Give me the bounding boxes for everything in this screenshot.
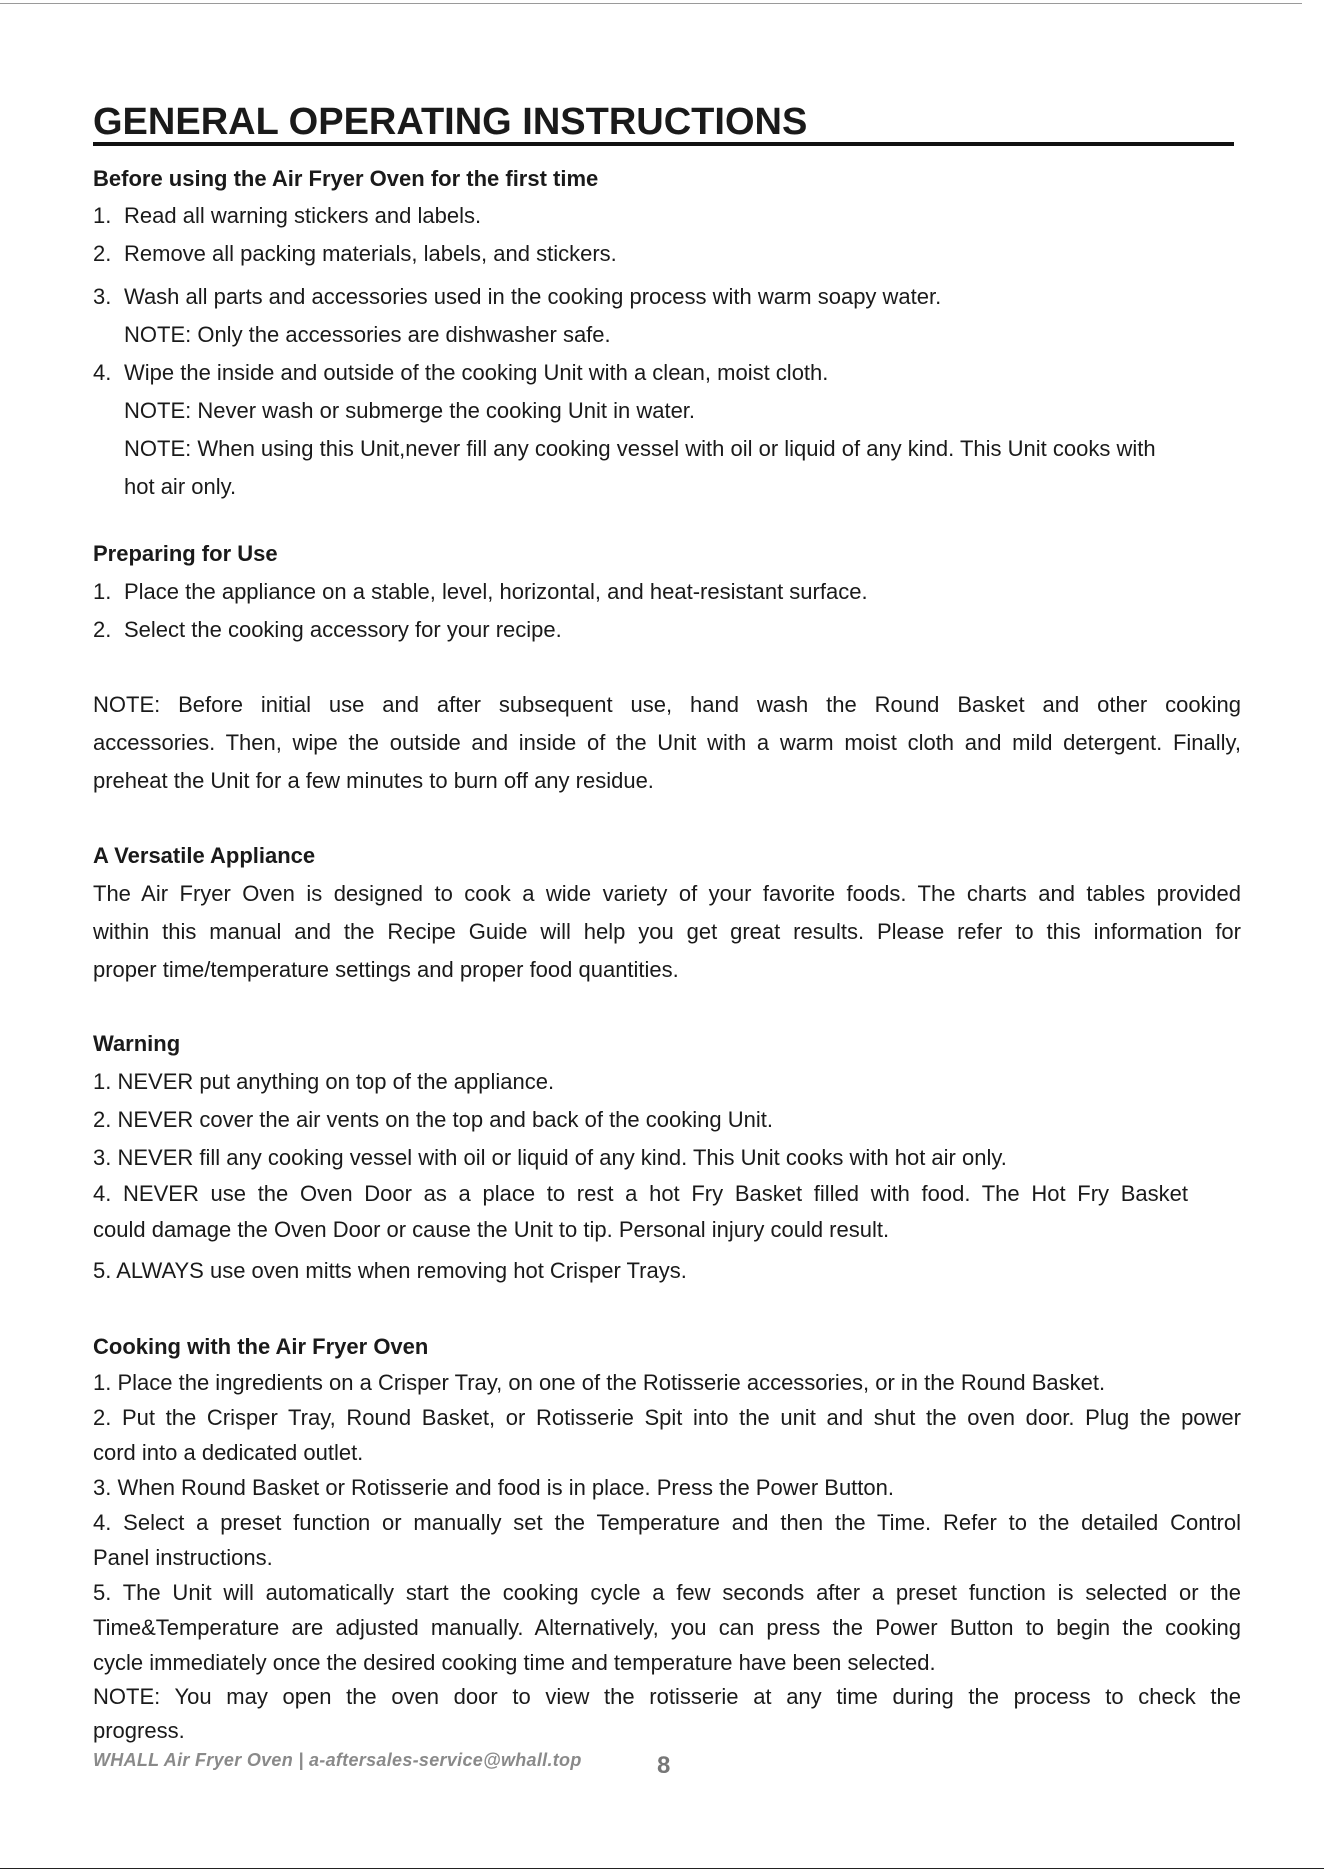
paragraph-line: cycle immediately once the desired cooking time and temperature have been selected. [93, 1650, 936, 1675]
warning-line: 4. NEVER use the Oven Door as a place to rest a hot Fry Basket filled with food. The Hot Fry Basket [93, 1181, 1188, 1206]
list-item: 2. Remove all packing materials, labels, and stickers. [93, 241, 617, 266]
paragraph-line: progress. [93, 1718, 185, 1743]
warning-line: 1. NEVER put anything on top of the appliance. [93, 1069, 555, 1094]
paragraph-line: within this manual and the Recipe Guide will help you get great results. Please refer to this information for [93, 919, 1241, 944]
page-number: 8 [657, 1752, 671, 1779]
list-item: 3. Wash all parts and accessories used in the cooking process with warm soapy water. [93, 284, 942, 309]
note-line: NOTE: Never wash or submerge the cooking Unit in water. [124, 398, 696, 423]
paragraph-line: 1. Place the ingredients on a Crisper Tray, on one of the Rotisserie accessories, or in the Round Basket. [93, 1370, 1106, 1395]
paragraph-line: Panel instructions. [93, 1545, 273, 1570]
note-paragraph-line: accessories. Then, wipe the outside and inside of the Unit with a warm moist cloth and mild detergent. Finally, [93, 730, 1241, 755]
list-item: 4. Wipe the inside and outside of the cooking Unit with a clean, moist cloth. [93, 360, 829, 385]
section-heading-preparing: Preparing for Use [93, 541, 278, 566]
list-item: 2. Select the cooking accessory for your recipe. [93, 617, 562, 642]
paragraph-line: cord into a dedicated outlet. [93, 1440, 364, 1465]
paragraph-line: proper time/temperature settings and proper food quantities. [93, 957, 679, 982]
page-title: GENERAL OPERATING INSTRUCTIONS [93, 102, 1234, 146]
section-heading-versatile: A Versatile Appliance [93, 843, 316, 868]
paragraph-line: The Air Fryer Oven is designed to cook a wide variety of your favorite foods. The charts and tables provided [93, 881, 1241, 906]
paragraph-line: NOTE: You may open the oven door to view the rotisserie at any time during the process to check the [93, 1684, 1241, 1709]
section-heading-warning: Warning [93, 1031, 181, 1056]
footer-text: WHALL Air Fryer Oven | a-aftersales-service@whall.top [93, 1750, 582, 1770]
note-line: NOTE: When using this Unit,never fill any cooking vessel with oil or liquid of any kind. This Unit cooks with [124, 436, 1156, 461]
paragraph-line: 2. Put the Crisper Tray, Round Basket, or Rotisserie Spit into the unit and shut the oven door. Plug the power [93, 1405, 1241, 1430]
warning-line: could damage the Oven Door or cause the Unit to tip. Personal injury could result. [93, 1217, 890, 1242]
bottom-divider [0, 1868, 1324, 1869]
paragraph-line: Time&Temperature are adjusted manually. Alternatively, you can press the Power Button to begin the cooking [93, 1615, 1241, 1640]
note-paragraph-line: preheat the Unit for a few minutes to burn off any residue. [93, 768, 654, 793]
paragraph-line: 5. The Unit will automatically start the cooking cycle a few seconds after a preset function is selected or the [93, 1580, 1241, 1605]
list-item: 1. Place the appliance on a stable, level, horizontal, and heat-resistant surface. [93, 579, 868, 604]
note-line: NOTE: Only the accessories are dishwasher safe. [124, 322, 611, 347]
list-item: 1. Read all warning stickers and labels. [93, 203, 482, 228]
warning-line: 2. NEVER cover the air vents on the top and back of the cooking Unit. [93, 1107, 773, 1132]
note-paragraph-line: NOTE: Before initial use and after subsequent use, hand wash the Round Basket and other cooking [93, 692, 1241, 717]
paragraph-line: 4. Select a preset function or manually set the Temperature and then the Time. Refer to the detailed Control [93, 1510, 1241, 1535]
note-line: hot air only. [124, 474, 237, 499]
paragraph-line: 3. When Round Basket or Rotisserie and food is in place. Press the Power Button. [93, 1475, 894, 1500]
section-heading-first-time: Before using the Air Fryer Oven for the first time [93, 166, 599, 191]
section-heading-cooking: Cooking with the Air Fryer Oven [93, 1334, 429, 1359]
warning-line: 5. ALWAYS use oven mitts when removing hot Crisper Trays. [93, 1258, 687, 1283]
warning-line: 3. NEVER fill any cooking vessel with oil or liquid of any kind. This Unit cooks with hot air only. [93, 1145, 1007, 1170]
top-divider [0, 3, 1302, 4]
